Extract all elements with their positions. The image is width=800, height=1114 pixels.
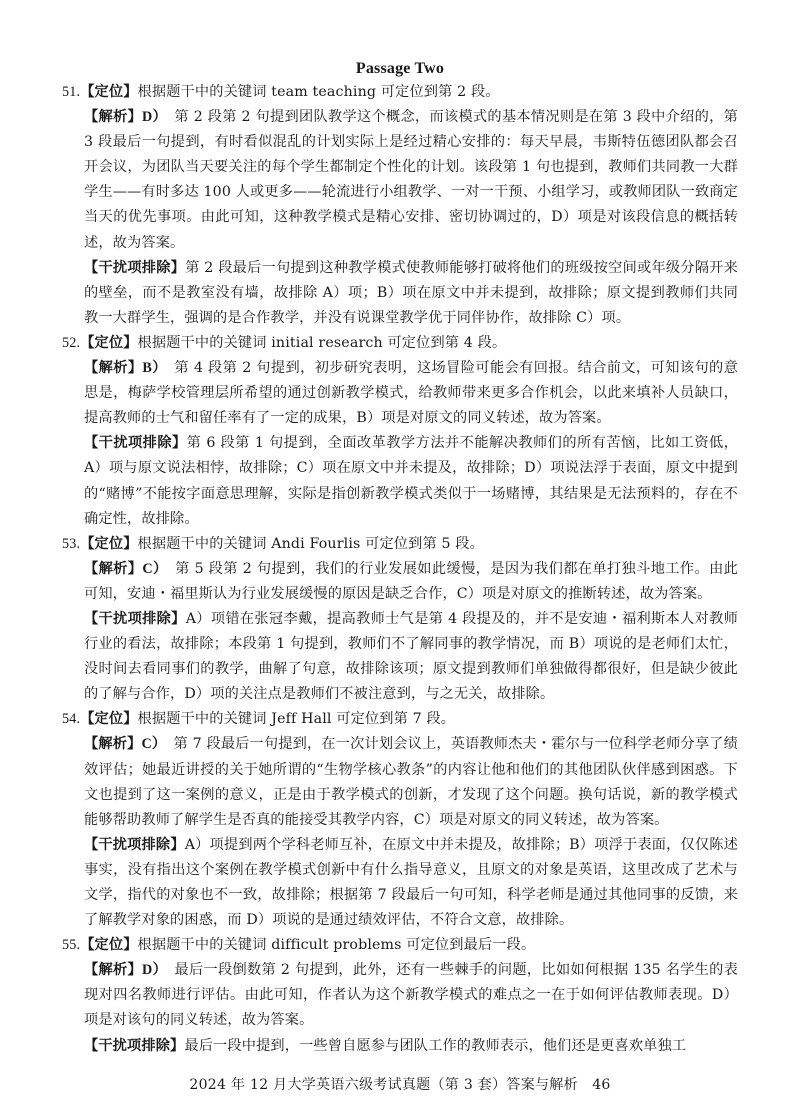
answer-letter: D）: [141, 109, 160, 126]
distractor-text: 第 6 段第 1 句提到，全面改革教学方法并不能解决教师们的所有苦恼，比如工资低，A）项与原文说法相悖，故排除；C）项在原文中并未提及，故排除；D）项说法浮于表面，原文中提到的“赌博”不能按字面意思理解，实际是指创新教学模式类似于一场赌博，其结果是无法预料的，存在不确定性，故排除。: [84, 435, 738, 527]
analysis-paragraph: [62, 732, 738, 832]
distractor-text: 第 2 段最后一句提到这种教学模式使教师能够打破将他们的班级按空间或年级分隔开来的壁垒，而不是教室没有墙，故排除 A）项；B）项在原文中并未提到，故排除；原文提到教师们共同教一大群学生，强调的是合作教学，并没有说课堂教学优于同伴协作，故排除 C）项。: [84, 259, 738, 326]
locate-text: 根据题干中的关键词 team teaching 可定位到第 2 段。: [137, 84, 500, 100]
locate-line: [62, 331, 738, 356]
analysis-text: 第 2 段第 2 句提到团队教学这个概念，而该模式的基本情况则是在第 3 段中介绍的，第 3 段最后一句提到，有时看似混乱的计划实际上是经过精心安排的：每天早晨，韦斯特伍德团队都会召开会议，为团队当天要关注的每个学生都制定个性化的计划。该段第 1 句也提到，教师们共同教一大群学生——有时多达 100 人或更多——轮流进行小组教学、一对一干预、小组学习，或教师团队一致商定当天的优先事项。由此可知，这种教学模式是精心安排、密切协调过的，D）项是对该段信息的概括转述，故为答案。: [84, 109, 738, 251]
locate-label: 【定位】: [80, 711, 138, 728]
locate-label: 【定位】: [80, 937, 138, 954]
question-number: 51.: [62, 84, 81, 100]
locate-label: 【定位】: [80, 84, 138, 100]
distractor-text: A）项错在张冠李戴，提高教师士气是第 4 段提及的，并不是安迪・福利斯本人对教师行业的看法，故排除；本段第 1 句提到，教师们不了解同事的教学情况，而 B）项说的是老师们太忙，没时间去看同事们的教学，曲解了句意，故排除该项；原文提到教师们单独做得都很好，但是缺少彼此的了解与合作，D）项的关注点是教师们不被注意到，与之无关，故排除。: [84, 610, 738, 703]
analysis-text: 第 4 段第 2 句提到，初步研究表明，这场冒险可能会有回报。结合前文，可知该句的意思是，梅萨学校管理层所希望的通过创新教学模式，给教师带来更多合作机会，以此来填补人员缺口，提高教师的士气和留任率有了一定的成果，B）项是对原文的同义转述，故为答案。: [84, 360, 738, 427]
analysis-paragraph: [62, 356, 738, 431]
locate-line: [62, 532, 738, 557]
distractor-paragraph: [62, 607, 738, 707]
locate-label: 【定位】: [80, 334, 138, 351]
distractor-text: A）项提到两个学科老师互补，在原文中并未提及，故排除；B）项浮于表面，仅仅陈述事实，没有指出这个案例在教学模式创新中有什么指导意义，且原文的对象是英语，这里改成了艺术与文学，指代的对象也不一致，故排除；根据第 7 段最后一句可知，科学老师是通过其他同事的反馈，来了解教学对象的困惑，而 D）项说的是通过绩效评估，不符合文意，故排除。: [84, 836, 738, 929]
distractor-label: 【干扰项排除】: [84, 610, 186, 627]
answer-letter: B）: [142, 360, 160, 377]
locate-text: 根据题干中的关键词 Andi Fourlis 可定位到第 5 段。: [137, 535, 484, 552]
question-block: [62, 331, 738, 532]
locate-line: [62, 707, 738, 732]
distractor-paragraph: [62, 1034, 738, 1059]
distractor-paragraph: [62, 256, 738, 331]
locate-text: 根据题干中的关键词 initial research 可定位到第 4 段。: [137, 334, 507, 351]
passage-title: Passage Two: [355, 60, 445, 77]
question-number: 55.: [62, 937, 81, 954]
analysis-label: 【解析】: [84, 962, 143, 979]
analysis-paragraph: [62, 557, 738, 607]
question-block: [62, 80, 738, 331]
analysis-label: 【解析】: [84, 736, 142, 753]
question-block: [62, 933, 738, 1058]
page-footer: 2024 年 12 月大学英语六级考试真题（第 3 套）答案与解析 46: [189, 1077, 611, 1093]
analysis-label: 【解析】: [84, 560, 143, 577]
locate-line: [62, 80, 738, 105]
distractor-text: 最后一段中提到，一些曾自愿参与团队工作的教师表示，他们还是更喜欢单独工: [184, 1037, 687, 1054]
distractor-label: 【干扰项排除】: [84, 836, 185, 853]
distractor-paragraph: [62, 431, 738, 531]
analysis-text: 最后一段倒数第 2 句提到，此外，还有一些棘手的问题，比如如何根据 135 名学生的表现对四名教师进行评估。由此可知，作者认为这个新教学模式的难点之一在于如何评估教师表现。D）项是对该句的同义转述，故为答案。: [84, 962, 738, 1029]
locate-text: 根据题干中的关键词 Jeff Hall 可定位到第 7 段。: [137, 711, 456, 728]
analysis-text: 第 5 段第 2 句提到，我们的行业发展如此缓慢，是因为我们都在单打独斗地工作。由此可知，安迪・福里斯认为行业发展缓慢的原因是缺乏合作，C）项是对原文的推断转述，故为答案。: [84, 560, 738, 602]
analysis-text: 第 7 段最后一句提到，在一次计划会议上，英语教师杰夫・霍尔与一位科学老师分享了绩效评估；她最近讲授的关于她所谓的“生物学核心教条”的内容让他和他们的其他团队伙伴感到困惑。下文也提到了这一案例的意义，正是由于教学模式的创新，才发现了这个问题。换句话说，新的教学模式能够帮助教师了解学生是否真的能接受其教学内容，C）项是对原文的同义转述，故为答案。: [84, 736, 738, 828]
question-block: [62, 532, 738, 708]
distractor-label: 【干扰项排除】: [84, 435, 187, 452]
analysis-label: 【解析】: [84, 109, 142, 126]
distractor-label: 【干扰项排除】: [84, 1037, 185, 1054]
question-number: 54.: [62, 711, 81, 728]
question-number: 52.: [62, 334, 81, 351]
analysis-label: 【解析】: [84, 360, 143, 377]
question-block: [62, 707, 738, 933]
distractor-paragraph: [62, 833, 738, 933]
analysis-paragraph: [62, 958, 738, 1033]
locate-label: 【定位】: [80, 535, 138, 552]
locate-text: 根据题干中的关键词 difficult problems 可定位到最后一段。: [137, 937, 536, 954]
answer-letter: C）: [142, 560, 161, 577]
locate-line: [62, 933, 738, 958]
distractor-label: 【干扰项排除】: [84, 259, 186, 276]
analysis-paragraph: [62, 105, 738, 256]
answer-letter: C）: [141, 736, 160, 753]
answer-letter: D）: [142, 962, 160, 979]
question-number: 53.: [62, 535, 81, 552]
